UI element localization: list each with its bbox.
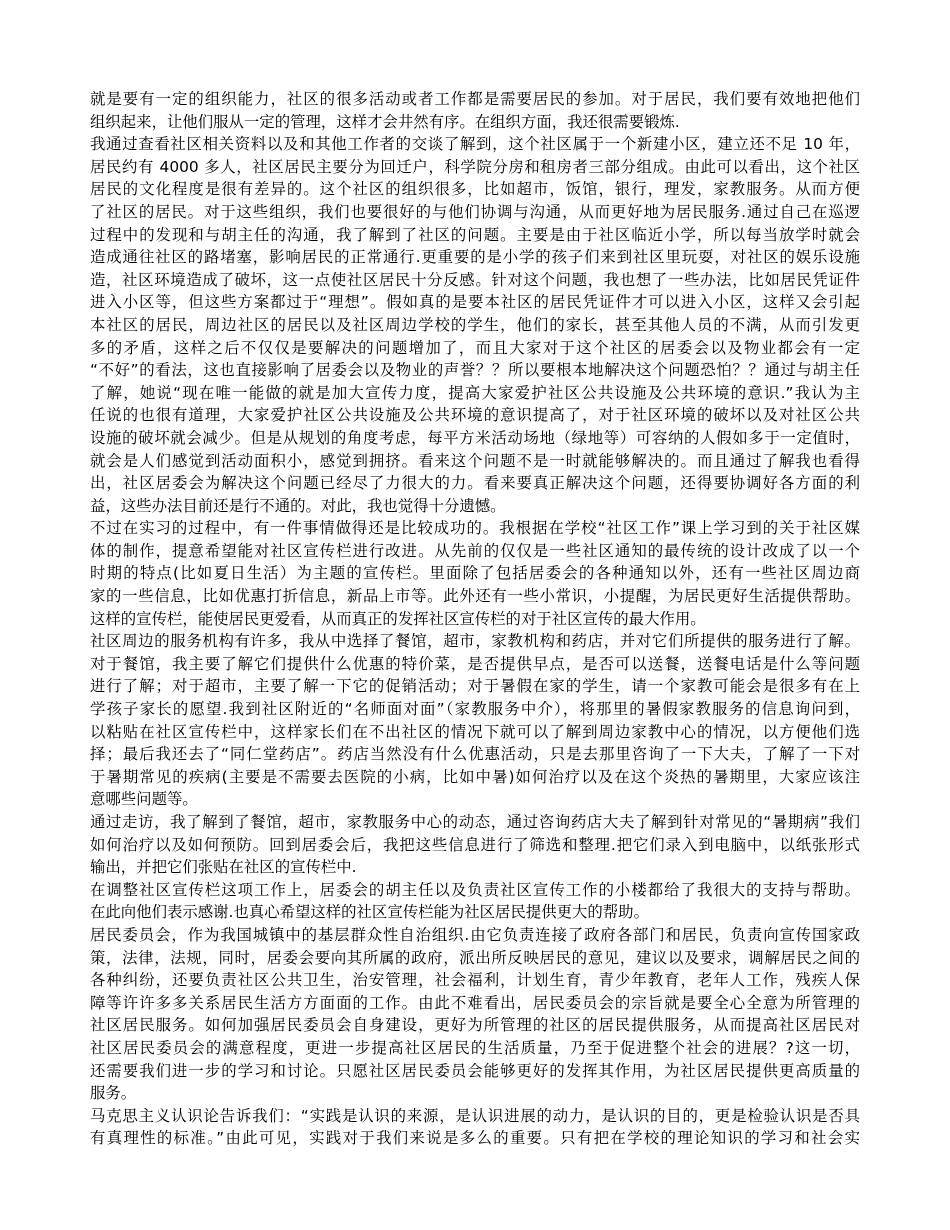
text-line: 多的矛盾，这样之后不仅仅是要解决的问题增加了，而且大家对于这个社区的居委会以及物业都会有一定: [90, 338, 860, 357]
document-body: [90, 88, 860, 1150]
text-line: 居民约有 4000 多人，社区居民主要分为回迁户，科学院分房和租房者三部分组成。由此可以看出，这个社区: [90, 157, 860, 176]
text-line: 体的制作，提意希望能对社区宣传栏进行改进。从先前的仅仅是一些社区通知的最传统的设计改成了以一个: [90, 541, 860, 560]
text-line: 马克思主义认识论告诉我们：“实践是认识的来源，是认识进展的动力，是认识的目的，更是检验认识是否具: [90, 1106, 860, 1125]
text-line: 我通过查看社区相关资料以及和其他工作者的交谈了解到，这个社区属于一个新建小区，建立还不足 10 年，: [90, 135, 860, 154]
text-line: 择；最后我还去了“同仁堂药店”。药店当然没有什么优惠活动，只是去那里咨询了一下大夫，了解了一下对: [90, 745, 860, 764]
text-line: 学孩子家长的愿望.我到社区附近的“名师面对面”（家教服务中介），将那里的暑假家教服务的信息询问到，: [90, 700, 860, 719]
text-line: 造，社区环境造成了破坏，这一点使社区居民十分反感。针对这个问题，我也想了一些办法，比如居民凭证件: [90, 270, 860, 289]
text-line: 居民委员会，作为我国城镇中的基层群众性自治组织.由它负责连接了政府各部门和居民，负责向宣传国家政: [90, 925, 860, 944]
paragraph-community-problem: [90, 133, 860, 517]
text-line: 了解，她说“现在唯一能做的就是加大宣传力度，提高大家爱护社区公共设施及公共环境的意识.”我认为主: [90, 383, 860, 402]
text-line: 社区居民委员会的满意程度，更进一步提高社区居民的生活质量，乃至于促进整个社会的进展？?这一切，: [90, 1038, 860, 1057]
text-line: 益，这些办法目前还是行不通的。对此，我也觉得十分遗憾。: [90, 496, 506, 515]
text-line: 不过在实习的过程中，有一件事情做得还是比较成功的。我根据在学校“社区工作”课上学习到的关于社区媒: [90, 519, 860, 538]
text-line: 过程中的发现和与胡主任的沟通，我了解到了社区的问题。主要是由于社区临近小学，所以每当放学时就会: [90, 225, 860, 244]
text-line: 如何治疗以及如何预防。回到居委会后，我把这些信息进行了筛选和整理.把它们录入到电脑中，以纸张形式: [90, 835, 860, 854]
text-line: 设施的破坏就会减少。但是从规划的角度考虑，每平方米活动场地（绿地等）可容纳的人假如多于一定值时，: [90, 428, 860, 447]
text-line: 就会是人们感觉到活动面积小，感觉到拥挤。看来这个问题不是一时就能够解决的。而且通过了解我也看得: [90, 451, 860, 470]
paragraph-thanks: [90, 879, 860, 924]
text-line: 居民的文化程度是很有差异的。这个社区的组织很多，比如超市，饭馆，银行，理发，家教服务。从而方便: [90, 180, 860, 199]
text-line: 本社区的居民，周边社区的居民以及社区周边学校的学生，他们的家长，甚至其他人员的不满，从而引发更: [90, 315, 860, 334]
paragraph-service-agencies: [90, 630, 860, 811]
text-line: 策，法律，法规，同时，居委会要向其所属的政府，派出所反映居民的意见，建议以及要求，调解居民之间的: [90, 948, 860, 967]
text-line: 时期的特点(比如夏日生活）为主题的宣传栏。里面除了包括居委会的各种通知以外，还有一些社区周边商: [90, 564, 860, 583]
text-line: 社区居民服务。如何加强居民委员会自身建设，更好为所管理的社区的居民提供服务，从而提高社区居民对: [90, 1016, 860, 1035]
text-line: 家的一些信息，比如优惠打折信息，新品上市等。此外还有一些小常识，小提醒，为居民更好生活提供帮助。: [90, 587, 860, 606]
paragraph-organization: [90, 88, 860, 133]
text-line: 对于餐馆，我主要了解它们提供什么优惠的特价菜，是否提供早点，是否可以送餐，送餐电话是什么等问题: [90, 654, 860, 673]
text-line: 造成通往社区的路堵塞，影响居民的正常通行.更重要的是小学的孩子们来到社区里玩耍，对社区的娱乐设施: [90, 248, 860, 267]
text-line: “不好”的看法，这也直接影响了居委会以及物业的声誉？？所以要根本地解决这个问题恐怕？？通过与胡主任: [90, 361, 860, 380]
text-line: 组织起来，让他们服从一定的管理，这样才会井然有序。在组织方面，我还很需要锻炼.: [90, 112, 680, 131]
text-line: 出，社区居委会为解决这个问题已经尽了力很大的力。看来要真正解决这个问题，还得要协调好各方面的利: [90, 474, 860, 493]
text-line: 意哪些问题等。: [90, 790, 198, 809]
text-line: 社区周边的服务机构有许多，我从中选择了餐馆，超市，家教机构和药店，并对它们所提供的服务进行了解。: [90, 632, 860, 651]
text-line: 这样的宣传栏，能使居民更爱看，从而真正的发挥社区宣传栏的对于社区宣传的最大作用。: [90, 609, 706, 628]
text-line: 障等许许多多关系居民生活方方面面的工作。由此不难看出，居民委员会的宗旨就是要全心全意为所管理的: [90, 993, 860, 1012]
paragraph-bulletin-board: [90, 517, 860, 630]
paragraph-visits: [90, 811, 860, 879]
text-line: 在此向他们表示感谢.也真心希望这样的社区宣传栏能为社区居民提供更大的帮助。: [90, 903, 649, 922]
text-line: 输出，并把它们张贴在社区的宣传栏中.: [90, 858, 357, 877]
text-line: 进行了解；对于超市，主要了解一下它的促销活动；对于暑假在家的学生，请一个家教可能会是很多有在上: [90, 677, 860, 696]
text-line: 于暑期常见的疾病(主要是不需要去医院的小病，比如中暑)如何治疗以及在这个炎热的暑期里，大家应该注: [90, 767, 860, 786]
text-line: 了社区的居民。对于这些组织，我们也要很好的与他们协调与沟通，从而更好地为居民服务.通过自己在巡逻: [90, 202, 860, 221]
text-line: 通过走访，我了解到了餐馆，超市，家教服务中心的动态，通过咨询药店大夫了解到针对常见的“暑期病”我们: [90, 813, 860, 831]
paragraph-marxism: [90, 1105, 860, 1150]
text-line: 任说的也很有道理，大家爱护社区公共设施及公共环境的意识提高了，对于社区环境的破坏以及对社区公共: [90, 406, 860, 425]
text-line: 还需要我们进一步的学习和讨论。只愿社区居民委员会能够更好的发挥其作用，为社区居民提供更高质量的: [90, 1061, 860, 1080]
text-line: 各种纠纷，还要负责社区公共卫生，治安管理，社会福利，计划生育，青少年教育，老年人工作，残疾人保: [90, 971, 860, 990]
text-line: 有真理性的标准。”由此可见，实践对于我们来说是多么的重要。只有把在学校的理论知识的学习和社会实: [90, 1129, 860, 1148]
paragraph-residents-committee: [90, 924, 860, 1105]
text-line: 以粘贴在社区宣传栏中，这样家长们在不出社区的情况下就可以了解到周边家教中心的情况，以方便他们选: [90, 722, 860, 741]
text-line: 就是要有一定的组织能力，社区的很多活动或者工作都是需要居民的参加。对于居民，我们要有效地把他们: [90, 90, 860, 108]
text-line: 服务。: [90, 1084, 137, 1103]
text-line: 在调整社区宣传栏这项工作上，居委会的胡主任以及负责社区宣传工作的小楼都给了我很大的支持与帮助。: [90, 880, 860, 899]
text-line: 进入小区等，但这些方案都过于“理想”。假如真的是要本社区的居民凭证件才可以进入小区，这样又会引起: [90, 293, 860, 312]
